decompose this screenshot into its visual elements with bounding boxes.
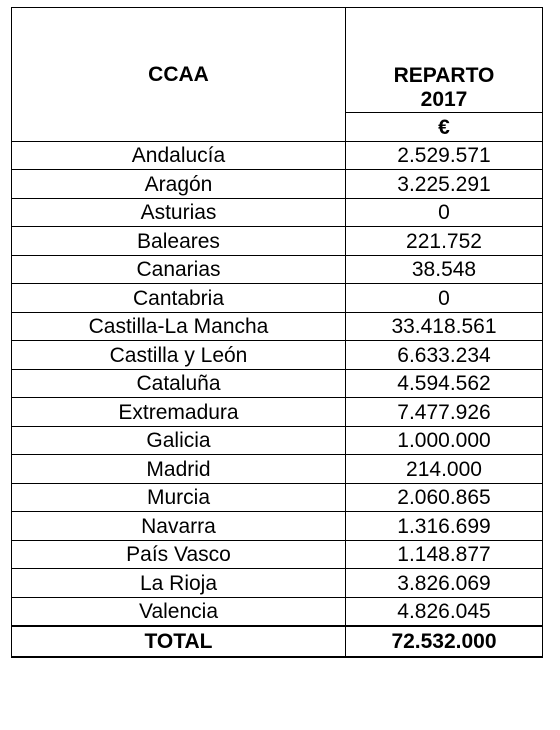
- region-cell: País Vasco: [12, 540, 346, 569]
- region-cell: Asturias: [12, 198, 346, 227]
- amount-cell: 33.418.561: [346, 312, 543, 341]
- amount-cell: 214.000: [346, 455, 543, 484]
- region-cell: Murcia: [12, 483, 346, 512]
- region-cell: Cantabria: [12, 284, 346, 313]
- amount-cell: 38.548: [346, 255, 543, 284]
- table-row: [12, 255, 543, 284]
- amount-cell: 2.060.865: [346, 483, 543, 512]
- region-cell: Castilla y León: [12, 341, 346, 370]
- amount-cell: 221.752: [346, 227, 543, 256]
- total-row: [12, 626, 543, 657]
- region-cell: Castilla-La Mancha: [12, 312, 346, 341]
- region-cell: Extremadura: [12, 398, 346, 427]
- header-row: [12, 8, 543, 113]
- amount-cell: 0: [346, 284, 543, 313]
- allocation-table: [11, 7, 543, 658]
- table-row: [12, 569, 543, 598]
- total-label: TOTAL: [12, 626, 346, 657]
- region-cell: Aragón: [12, 170, 346, 199]
- amount-cell: 0: [346, 198, 543, 227]
- table-row: [12, 170, 543, 199]
- table-row: [12, 369, 543, 398]
- table-row: [12, 198, 543, 227]
- table-row: [12, 512, 543, 541]
- amount-cell: 3.225.291: [346, 170, 543, 199]
- region-cell: Valencia: [12, 597, 346, 626]
- header-allocation-line2: 2017: [420, 88, 468, 112]
- amount-cell: 2.529.571: [346, 141, 543, 170]
- region-cell: Andalucía: [12, 141, 346, 170]
- allocation-table-body: [12, 8, 543, 658]
- table-row: [12, 284, 543, 313]
- table-row: [12, 227, 543, 256]
- table-row: [12, 312, 543, 341]
- header-allocation-line1: REPARTO: [393, 64, 495, 87]
- amount-cell: 1.000.000: [346, 426, 543, 455]
- amount-cell: 7.477.926: [346, 398, 543, 427]
- region-cell: La Rioja: [12, 569, 346, 598]
- table-row: [12, 483, 543, 512]
- amount-cell: 1.316.699: [346, 512, 543, 541]
- region-cell: Galicia: [12, 426, 346, 455]
- amount-cell: 4.594.562: [346, 369, 543, 398]
- region-cell: Madrid: [12, 455, 346, 484]
- header-unit: €: [346, 113, 543, 142]
- amount-cell: 6.633.234: [346, 341, 543, 370]
- region-cell: Baleares: [12, 227, 346, 256]
- table-row: [12, 398, 543, 427]
- header-region: CCAA: [12, 8, 346, 142]
- region-cell: Navarra: [12, 512, 346, 541]
- region-cell: Cataluña: [12, 369, 346, 398]
- table-row: [12, 341, 543, 370]
- amount-cell: 1.148.877: [346, 540, 543, 569]
- table-row: [12, 540, 543, 569]
- table-row: [12, 597, 543, 626]
- table-row: [12, 426, 543, 455]
- header-allocation-text: [346, 8, 542, 112]
- table-row: [12, 455, 543, 484]
- region-cell: Canarias: [12, 255, 346, 284]
- table-row: [12, 141, 543, 170]
- total-amount: 72.532.000: [346, 626, 543, 657]
- amount-cell: 4.826.045: [346, 597, 543, 626]
- amount-cell: 3.826.069: [346, 569, 543, 598]
- header-allocation: [346, 8, 543, 113]
